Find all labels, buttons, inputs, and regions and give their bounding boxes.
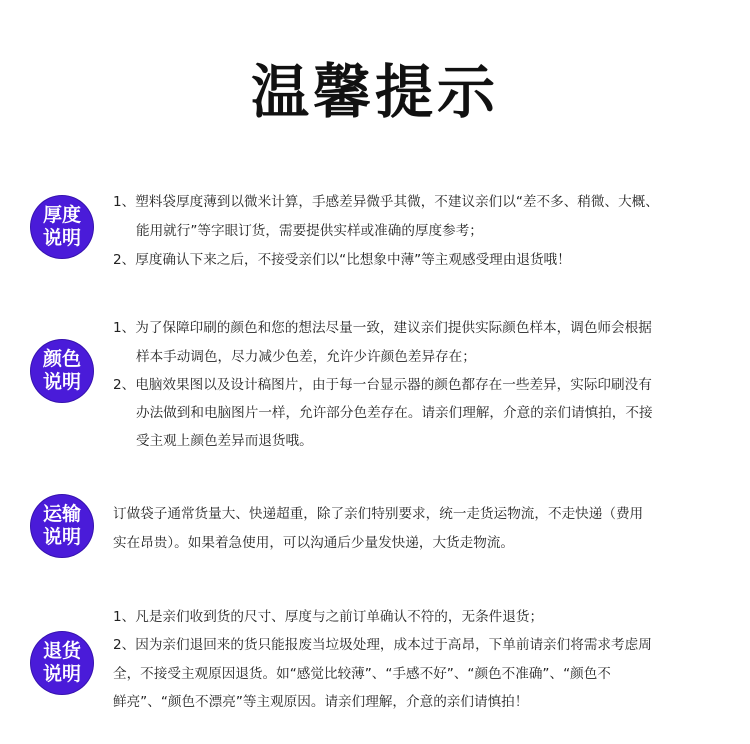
text-line: 能用就行”等字眼订货，需要提供实样或准确的厚度参考； — [136, 223, 483, 239]
badge-line-1: 运输 — [42, 503, 81, 525]
text-line: 2、因为亲们退回来的货只能报废当垃圾处理，成本过于高昂，下单前请亲们将需求考虑周 — [113, 637, 652, 653]
badge-line-1: 颜色 — [42, 348, 81, 370]
badge-line-2: 说明 — [42, 526, 81, 548]
text-line: 1、凡是亲们收到货的尺寸、厚度与之前订单确认不符的，无条件退货； — [113, 609, 544, 625]
text-line: 订做袋子通常货量大、快递超重，除了亲们特别要求，统一走货运物流，不走快递（费用 — [113, 506, 644, 522]
badge-line-1: 厚度 — [42, 204, 81, 226]
badge-shipping — [31, 495, 93, 557]
text-line: 鲜亮”、“颜色不漂亮”等主观原因。请亲们理解，介意的亲们请慎拍！ — [113, 694, 529, 710]
text-line: 2、厚度确认下来之后，不接受亲们以“比想象中薄”等主观感受理由退货哦！ — [113, 252, 571, 268]
badge-line-2: 说明 — [42, 663, 81, 685]
text-line: 受主观上颜色差异而退货哦。 — [136, 433, 313, 449]
badge-line-2: 说明 — [42, 371, 81, 393]
text-line: 实在昂贵）。如果着急使用，可以沟通后少量发快递，大货走物流。 — [113, 535, 515, 551]
page-title: 温馨提示 — [250, 58, 499, 126]
text-line: 办法做到和电脑图片一样，允许部分色差存在。请亲们理解，介意的亲们请慎拍，不接 — [136, 405, 653, 421]
text-line: 2、电脑效果图以及设计稿图片，由于每一台显示器的颜色都存在一些差异，实际印刷没有 — [113, 377, 652, 393]
badge-color — [31, 340, 93, 402]
text-line: 1、为了保障印刷的颜色和您的想法尽量一致，建议亲们提供实际颜色样本，调色师会根据 — [113, 320, 652, 336]
badge-line-1: 退货 — [42, 640, 81, 662]
badge-line-2: 说明 — [42, 227, 81, 249]
badge-thickness — [31, 196, 93, 258]
text-line: 1、塑料袋厚度薄到以微米计算，手感差异微乎其微，不建议亲们以“差不多、稍微、大概、 — [113, 194, 659, 210]
text-line: 全，不接受主观原因退货。如“感觉比较薄”、“手感不好”、“颜色不准确”、“颜色不 — [113, 666, 611, 682]
text-line: 样本手动调色，尽力减少色差，允许少许颜色差异存在； — [136, 349, 476, 365]
badge-returns — [31, 632, 93, 694]
